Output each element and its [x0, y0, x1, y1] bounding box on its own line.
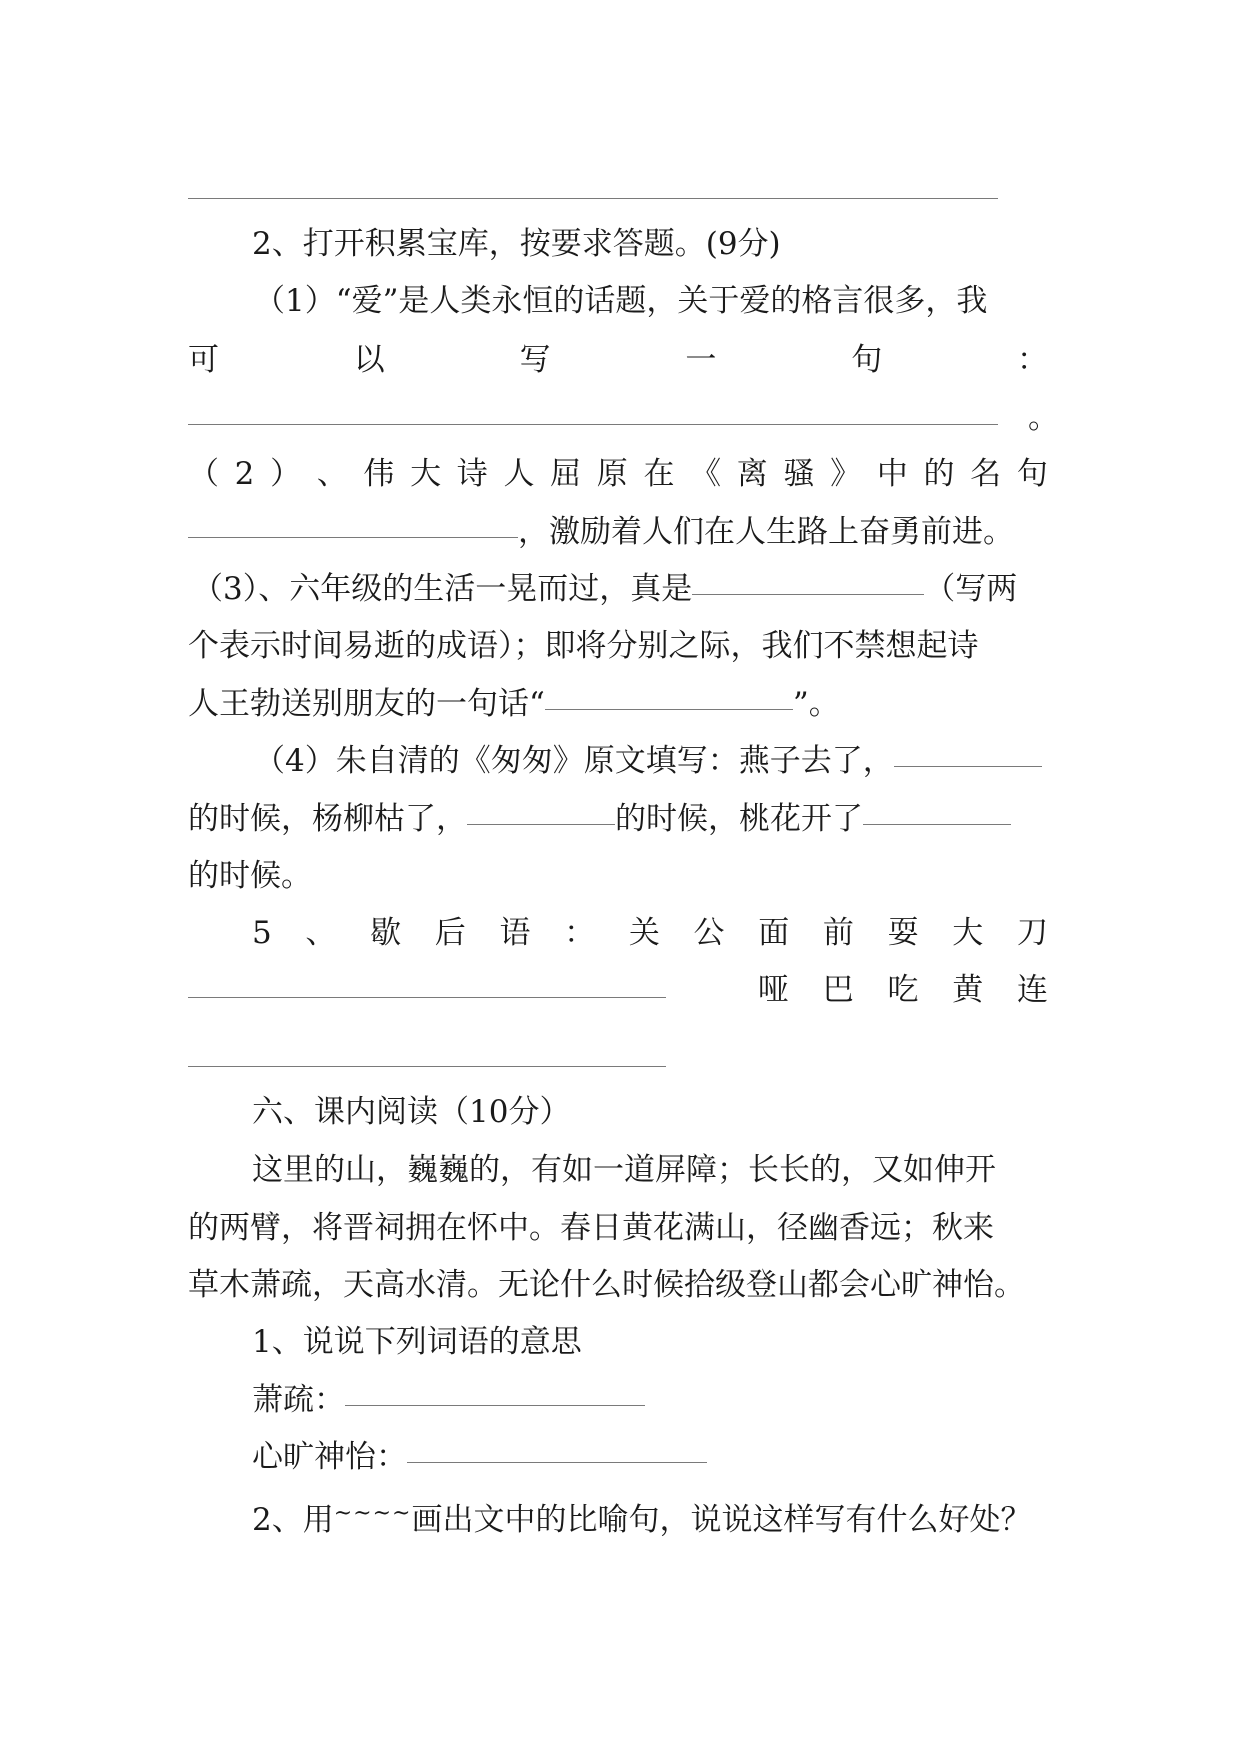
char: 哑 [758, 972, 789, 1008]
char: 、 [305, 915, 337, 951]
answer-blank[interactable] [188, 1066, 666, 1067]
char: 《 [690, 456, 722, 492]
char: 原 [596, 456, 628, 492]
sub-question-3-line2: 个表示时间易逝的成语）；即将分别之际，我们不禁想起诗 [188, 628, 979, 664]
passage-line: 草木萧疏，天高水清。无论什么时候拾级登山都会心旷神怡。 [188, 1267, 1025, 1303]
char: 连 [1017, 972, 1048, 1008]
char: 人 [503, 456, 535, 492]
char: 名 [970, 456, 1002, 492]
char: 歇 [370, 915, 402, 951]
section-heading: 六、课内阅读（10分） [252, 1094, 571, 1130]
char: 2 [234, 456, 255, 492]
answer-blank[interactable] [188, 537, 518, 538]
sub-question-3 [192, 569, 1017, 609]
answer-blank[interactable] [345, 1405, 645, 1406]
sub-question-4 [254, 741, 1042, 781]
char: 骚 [783, 456, 815, 492]
char: 、 [316, 456, 348, 492]
char: 前 [822, 915, 854, 951]
char: 后 [434, 915, 466, 951]
text: 画出文中的比喻句，说说这样写有什么好处？ [411, 1502, 1032, 1538]
text: （4）朱自清的《匆匆》原文填写：燕子去了， [254, 743, 894, 779]
char: 在 [643, 456, 675, 492]
question-prompt: 1、说说下列词语的意思 [252, 1324, 582, 1360]
char: 吃 [887, 972, 919, 1008]
char: ： [1016, 342, 1048, 378]
char: 离 [736, 456, 768, 492]
sub-question-4-line2 [188, 799, 1011, 839]
char: 以 [353, 342, 385, 378]
sub-question-1: （1）“爱”是人类永恒的话题，关于爱的格言很多，我 [254, 283, 988, 319]
term-row [252, 1380, 645, 1420]
answer-blank[interactable] [188, 997, 666, 998]
char: 可 [188, 342, 219, 378]
char: （ [188, 456, 219, 492]
char: 巴 [822, 972, 854, 1008]
period: 。 [1028, 400, 1059, 436]
char: 的 [923, 456, 955, 492]
char: 句 [1016, 456, 1048, 492]
char: 语 [499, 915, 531, 951]
sub-question-2 [188, 454, 1048, 494]
char: 》 [830, 456, 862, 492]
term-label: 萧疏： [252, 1382, 345, 1418]
char: 刀 [1016, 915, 1048, 951]
text: 人王勃送别朋友的一句话“ [188, 686, 545, 722]
answer-blank[interactable] [545, 709, 793, 710]
question-prompt [252, 1494, 1031, 1540]
term-label: 心旷神怡： [252, 1439, 407, 1475]
answer-blank[interactable] [692, 594, 924, 595]
text: ”。 [792, 686, 840, 722]
char: 中 [876, 456, 908, 492]
answer-blank[interactable] [863, 824, 1011, 825]
sub-question-1-spread [188, 340, 1048, 380]
char: 关 [628, 915, 660, 951]
char: 大 [952, 915, 984, 951]
passage-line: 这里的山，巍巍的，有如一道屏障；长长的，又如伸开 [252, 1152, 996, 1188]
question-heading: 2、打开积累宝库，按要求答题。(9分) [252, 226, 781, 262]
sub-question-5-line2 [758, 970, 1048, 1010]
sub-question-4-line3: 的时候。 [188, 858, 312, 894]
text: 的时候，桃花开了 [615, 801, 863, 837]
char: 耍 [887, 915, 919, 951]
sub-question-3-line3 [188, 684, 840, 724]
text: 2、用 [252, 1502, 334, 1538]
char: ） [270, 456, 302, 492]
wavy-line-mark: ~~~~ [333, 1501, 412, 1526]
answer-line [188, 198, 998, 199]
sub-question-5 [252, 913, 1048, 953]
answer-blank[interactable] [188, 424, 998, 425]
char: 诗 [456, 456, 488, 492]
text: ，激励着人们在人生路上奋勇前进。 [518, 514, 1014, 550]
answer-blank[interactable] [407, 1462, 707, 1463]
char: 大 [410, 456, 442, 492]
text: （3）、六年级的生活一晃而过，真是 [192, 571, 693, 607]
answer-blank[interactable] [467, 824, 615, 825]
answer-blank[interactable] [894, 766, 1042, 767]
char: 5 [252, 915, 272, 951]
char: 伟 [363, 456, 395, 492]
char: 黄 [952, 972, 984, 1008]
char: 句 [851, 342, 883, 378]
char: 公 [693, 915, 725, 951]
sub-question-2-line2 [188, 512, 1014, 552]
text: （写两 [924, 571, 1018, 607]
text: 的时候，杨柳枯了， [188, 801, 467, 837]
char: 屈 [550, 456, 582, 492]
char: 写 [519, 342, 551, 378]
char: 一 [685, 342, 717, 378]
char: ： [564, 915, 596, 951]
char: 面 [758, 915, 790, 951]
term-row [252, 1437, 707, 1477]
passage-line: 的两臂，将晋祠拥在怀中。春日黄花满山，径幽香远；秋来 [188, 1210, 994, 1246]
